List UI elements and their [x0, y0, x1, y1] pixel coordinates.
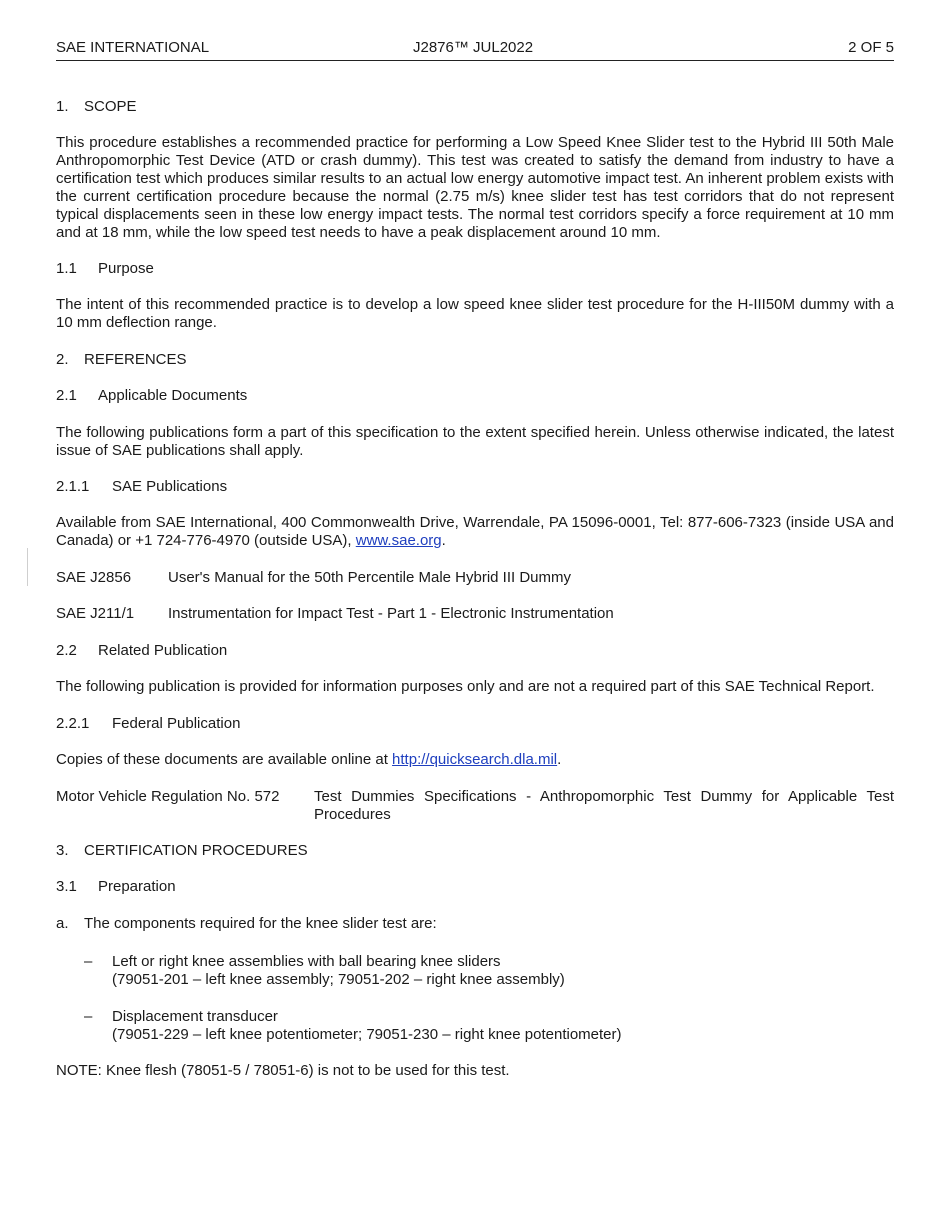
federal-reference-entry	[56, 788, 894, 824]
reference-code: SAE J211/1	[56, 605, 135, 622]
section-number: 1.1	[56, 260, 77, 277]
section-heading-purpose	[56, 260, 894, 278]
applicable-paragraph: The following publications form a part of this specification to the extent specified herein. Unless otherwise indicated, the latest issue of SAE publications shall apply.	[56, 424, 894, 459]
section-title: Federal Publication	[112, 715, 241, 732]
section-heading-sae-publications	[56, 478, 894, 496]
purpose-paragraph: The intent of this recommended practice is to develop a low speed knee slider test procedure for the H-III50M dummy with a 10 mm deflection range.	[56, 296, 894, 331]
component-name: Left or right knee assemblies with ball bearing knee sliders	[112, 953, 501, 970]
section-number: 1.	[56, 98, 69, 115]
reference-title: User's Manual for the 50th Percentile Male Hybrid III Dummy	[168, 569, 572, 586]
component-part-numbers: (79051-201 – left knee assembly; 79051-202 – right knee assembly)	[112, 971, 565, 988]
header-document-id: J2876™ JUL2022	[413, 39, 534, 56]
list-item-a	[56, 915, 894, 933]
section-title: SAE Publications	[112, 478, 228, 495]
scope-paragraph: This procedure establishes a recommended practice for performing a Low Speed Knee Slider test to the Hybrid III 50th Male Anthropomorphic Test Device (ATD or crash dummy). This test was created to satisfy the demand from industry to have a certification test which produces similar results to an actual low energy automotive impact test. An inherent problem exists with the current certification procedure because the normal (2.75 m/s) knee slider test has test corridors that do not represent typical displacements seen in these low energy impact tests. The normal test corridors specify a force requirement at 10 mm and at 18 mm, while the low speed test needs to have a peak displacement around 10 mm.	[56, 134, 894, 241]
section-number: 2.	[56, 351, 69, 368]
section-number: 2.1	[56, 387, 77, 404]
section-title: Purpose	[98, 260, 154, 277]
reference-entry	[56, 569, 894, 587]
related-paragraph: The following publication is provided for information purposes only and are not a required part of this SAE Technical Report.	[56, 678, 875, 695]
sae-availability-paragraph	[56, 514, 894, 550]
section-heading-applicable-documents	[56, 387, 894, 405]
federal-availability-text: Copies of these documents are available online at	[56, 751, 393, 768]
section-heading-federal-publication	[56, 715, 894, 733]
section-heading-preparation	[56, 878, 894, 896]
section-heading-related-publication	[56, 642, 894, 660]
section-number: 2.1.1	[56, 478, 90, 495]
section-number: 2.2.1	[56, 715, 90, 732]
section-number: 2.2	[56, 642, 77, 659]
section-number: 3.	[56, 842, 69, 859]
reference-title: Instrumentation for Impact Test - Part 1 - Electronic Instrumentation	[168, 605, 614, 622]
page-header	[56, 38, 894, 61]
section-title: REFERENCES	[84, 351, 187, 368]
list-item-label: a.	[56, 915, 69, 932]
federal-availability-paragraph	[56, 751, 894, 769]
quicksearch-link[interactable]: http://quicksearch.dla.mil	[392, 751, 558, 768]
note: NOTE: Knee flesh (78051-5 / 78051-6) is not to be used for this test.	[56, 1062, 510, 1079]
header-organization: SAE INTERNATIONAL	[56, 39, 210, 56]
component-part-numbers: (79051-229 – left knee potentiometer; 79051-230 – right knee potentiometer)	[112, 1026, 622, 1043]
dash-bullet: –	[84, 953, 93, 970]
component-list-item	[56, 1008, 894, 1044]
sae-website-link[interactable]: www.sae.org	[355, 532, 442, 549]
availability-text: Available from SAE International, 400 Commonwealth Drive, Warrendale, PA 15096-0001, Tel: 877-606-7323 (inside USA and Canada) or +1 724-776-4970 (outside USA),	[56, 514, 894, 549]
section-title: CERTIFICATION PROCEDURES	[84, 842, 308, 859]
change-bar	[27, 548, 28, 586]
component-name: Displacement transducer	[112, 1008, 278, 1025]
reference-title: Test Dummies Specifications - Anthropomorphic Test Dummy for Applicable Test Procedures	[314, 788, 894, 823]
list-item-text: The components required for the knee slider test are:	[84, 915, 437, 932]
reference-entry	[56, 605, 894, 623]
section-heading-certification-procedures	[56, 842, 894, 860]
section-heading-references	[56, 351, 894, 369]
reference-code: SAE J2856	[56, 569, 132, 586]
section-number: 3.1	[56, 878, 77, 895]
section-title: Related Publication	[98, 642, 228, 659]
dash-bullet: –	[84, 1008, 93, 1025]
reference-code: Motor Vehicle Regulation No. 572	[56, 788, 280, 805]
component-list-item	[56, 953, 894, 989]
section-title: SCOPE	[84, 98, 137, 115]
section-title: Preparation	[98, 878, 176, 895]
federal-availability-period: .	[557, 751, 562, 768]
header-page-number: 2 OF 5	[848, 39, 894, 56]
section-heading-scope	[56, 98, 894, 116]
availability-period: .	[441, 532, 446, 549]
section-title: Applicable Documents	[98, 387, 248, 404]
